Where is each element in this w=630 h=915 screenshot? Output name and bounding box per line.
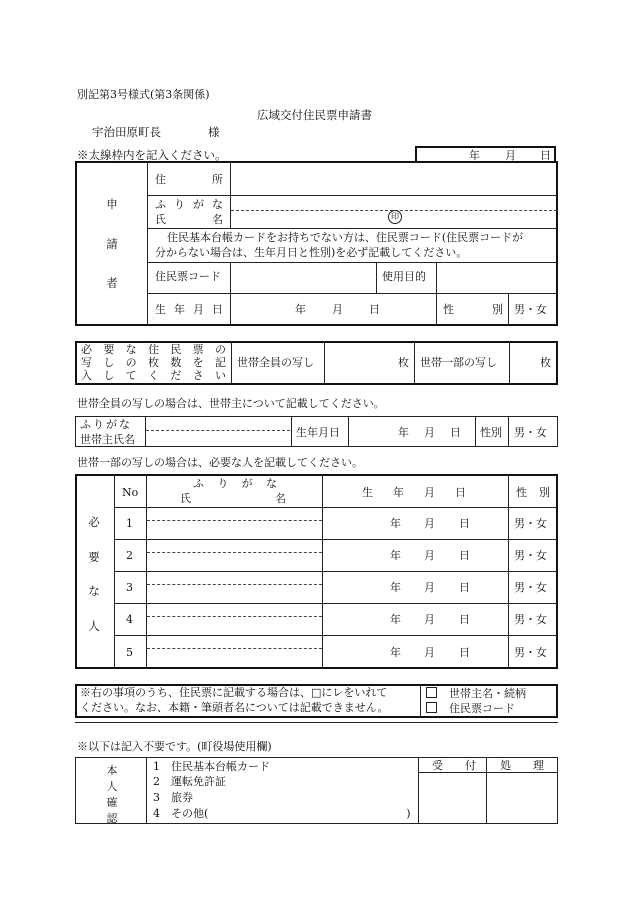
date-year: 年 bbox=[469, 149, 480, 162]
processed-label: 処 理 bbox=[500, 759, 544, 772]
household-head-birth-label: 生年月日 bbox=[296, 426, 340, 439]
applicant-furigana-input[interactable] bbox=[232, 197, 556, 208]
row-sex-options[interactable]: 男・女 bbox=[514, 549, 547, 562]
options-text-line2: ください。なお、本籍・筆頭者名については記載できません。 bbox=[80, 701, 389, 714]
row-month: 月 bbox=[424, 517, 435, 530]
row-day: 日 bbox=[459, 517, 470, 530]
row-sex-options[interactable]: 男・女 bbox=[514, 517, 547, 530]
household-head-year: 年 bbox=[398, 426, 409, 439]
birthdate-label: 生 年 月 日 bbox=[155, 303, 223, 316]
applicant-birth-year: 年 bbox=[295, 303, 306, 316]
applicant-note-line2: 分からない場合は、生年月日と性別)を必ず記載してください。 bbox=[155, 246, 468, 259]
copies-all-label: 世帯全員の写し bbox=[237, 356, 314, 369]
identity-check-label: 本 人 確 認 bbox=[106, 764, 118, 825]
copies-needed-line3: 入 し て く だ さ い bbox=[81, 369, 226, 382]
name-label: 氏 名 bbox=[155, 213, 223, 226]
row-sex-options[interactable]: 男・女 bbox=[514, 581, 547, 594]
row-name-input[interactable] bbox=[148, 650, 320, 666]
checkbox[interactable] bbox=[426, 687, 437, 698]
checkbox[interactable] bbox=[426, 702, 437, 713]
sex-label: 性 別 bbox=[443, 303, 503, 316]
row-furigana-input[interactable] bbox=[148, 509, 320, 518]
row-sex-options[interactable]: 男・女 bbox=[514, 613, 547, 626]
instruction-bold-frame: ※太線枠内を記入ください。 bbox=[77, 148, 227, 162]
option-head-relation[interactable]: 世帯主名・続柄 bbox=[426, 687, 526, 699]
row-year: 年 bbox=[390, 549, 401, 562]
copies-part-count-input[interactable] bbox=[511, 344, 537, 382]
id-item-4: 4 その他( ) bbox=[153, 807, 411, 820]
address-input[interactable] bbox=[232, 164, 556, 194]
received-label: 受 付 bbox=[432, 759, 476, 772]
household-head-sex-options[interactable]: 男・女 bbox=[514, 426, 547, 439]
copies-part-label: 世帯一部の写し bbox=[420, 356, 497, 369]
copies-needed-line2: 写 し の 枚 数 を 記 bbox=[81, 356, 226, 369]
household-head-sex-label: 性別 bbox=[480, 426, 502, 439]
household-head-instruction: 世帯全員の写しの場合は、世帯主について記載してください。 bbox=[77, 397, 385, 410]
row-name-input[interactable] bbox=[148, 554, 320, 570]
applicant-sex-options[interactable]: 男・女 bbox=[514, 303, 547, 316]
copies-all-count-input[interactable] bbox=[326, 344, 396, 382]
row-year: 年 bbox=[390, 581, 401, 594]
row-day: 日 bbox=[459, 581, 470, 594]
row-day: 日 bbox=[459, 613, 470, 626]
household-head-furigana-input[interactable] bbox=[147, 418, 289, 428]
applicant-birth-month: 月 bbox=[332, 303, 343, 316]
row-year: 年 bbox=[390, 517, 401, 530]
household-head-name-input[interactable] bbox=[147, 432, 289, 445]
purpose-input[interactable] bbox=[438, 264, 556, 292]
copies-all-unit: 枚 bbox=[398, 356, 409, 369]
row-month: 月 bbox=[424, 581, 435, 594]
row-no: 5 bbox=[126, 646, 133, 659]
copies-needed-line1: 必 要 な 住 民 票 の bbox=[81, 343, 226, 356]
row-name-input[interactable] bbox=[148, 522, 320, 538]
col-name-header: 氏 名 bbox=[180, 492, 286, 505]
office-use-note: ※以下は記入不要です。(町役場使用欄) bbox=[77, 740, 272, 753]
address-label: 住 所 bbox=[155, 173, 223, 186]
needed-people-side-label: 必 要 な 人 bbox=[88, 515, 100, 633]
purpose-label: 使用目的 bbox=[382, 270, 426, 283]
copies-part-unit: 枚 bbox=[540, 356, 551, 369]
row-year: 年 bbox=[390, 613, 401, 626]
col-sex-header: 性 別 bbox=[516, 486, 550, 499]
row-sex-options[interactable]: 男・女 bbox=[514, 646, 547, 659]
col-furigana-header: ふ り が な bbox=[193, 477, 277, 490]
addressee: 宇治田原町長 bbox=[92, 125, 161, 139]
addressee-honorific: 様 bbox=[208, 125, 220, 139]
id-item-1: 1 住民基本台帳カード bbox=[153, 760, 270, 773]
row-day: 日 bbox=[459, 549, 470, 562]
col-birth-header: 生 年 月 日 bbox=[362, 486, 466, 499]
row-month: 月 bbox=[424, 613, 435, 626]
options-text-line1: ※右の事項のうち、住民票に記載する場合は、□にレをいれて bbox=[80, 686, 388, 699]
household-head-day: 日 bbox=[450, 426, 461, 439]
option-resident-code[interactable]: 住民票コード bbox=[426, 702, 515, 714]
row-day: 日 bbox=[459, 646, 470, 659]
household-head-name-label: 世帯主氏名 bbox=[80, 433, 135, 446]
row-furigana-input[interactable] bbox=[148, 541, 320, 550]
row-month: 月 bbox=[424, 646, 435, 659]
resident-code-input[interactable] bbox=[232, 264, 375, 292]
form-number: 別記第3号様式(第3条関係) bbox=[77, 88, 210, 101]
id-item-2: 2 運転免許証 bbox=[153, 775, 226, 788]
row-no: 2 bbox=[126, 549, 133, 562]
furigana-label: ふ り が な bbox=[155, 198, 223, 211]
date-day: 日 bbox=[540, 149, 551, 162]
row-no: 3 bbox=[126, 581, 133, 594]
row-year: 年 bbox=[390, 646, 401, 659]
date-month: 月 bbox=[505, 149, 516, 162]
row-name-input[interactable] bbox=[148, 618, 320, 634]
applicant-side-label: 申 請 者 bbox=[106, 197, 118, 290]
needed-people-instruction: 世帯一部の写しの場合は、必要な人を記載してください。 bbox=[77, 456, 363, 469]
id-item-3: 3 旅券 bbox=[153, 791, 193, 804]
row-furigana-input[interactable] bbox=[148, 637, 320, 646]
applicant-birth-day: 日 bbox=[369, 303, 380, 316]
household-head-month: 月 bbox=[424, 426, 435, 439]
row-furigana-input[interactable] bbox=[148, 573, 320, 582]
col-no-header: No bbox=[122, 486, 139, 499]
form-title: 広域交付住民票申請書 bbox=[257, 108, 372, 122]
applicant-name-input[interactable] bbox=[232, 212, 532, 226]
applicant-note-line1: 住民基本台帳カードをお持ちでない方は、住民票コード(住民票コードが bbox=[167, 231, 524, 244]
household-head-furigana-label: ふりがな bbox=[80, 418, 132, 431]
row-name-input[interactable] bbox=[148, 586, 320, 602]
row-no: 1 bbox=[126, 517, 133, 530]
seal-mark: 印 bbox=[388, 210, 402, 224]
row-month: 月 bbox=[424, 549, 435, 562]
resident-code-label: 住民票コード bbox=[155, 270, 221, 283]
row-furigana-input[interactable] bbox=[148, 605, 320, 614]
row-no: 4 bbox=[126, 613, 133, 626]
